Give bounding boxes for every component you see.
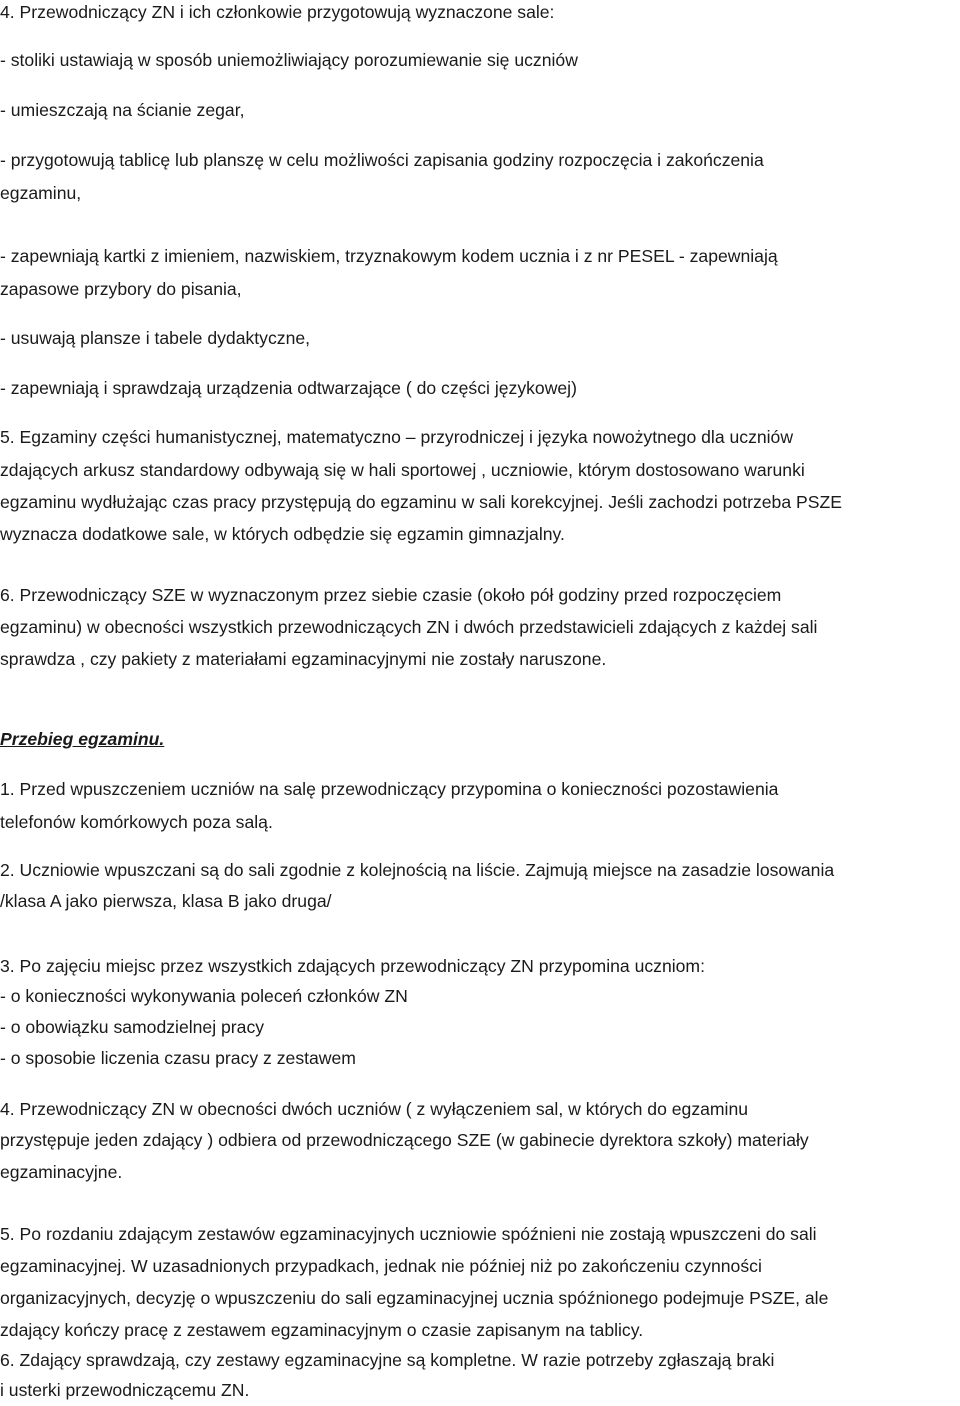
item-4-intro: 4. Przewodniczący ZN i ich członkowie przygotowują wyznaczone sale:	[0, 2, 555, 22]
course-item-2-line-1: 2. Uczniowie wpuszczani są do sali zgodnie z kolejnością na liście. Zajmują miejsce na zasadzie losowania	[0, 860, 835, 880]
prep-bullet-clock: - umieszczają na ścianie zegar,	[0, 100, 245, 120]
course-item-3-line-1: 3. Po zajęciu miejsc przez wszystkich zdających przewodniczący ZN przypomina uczniom:	[0, 956, 705, 976]
course-item-5-line-3: organizacyjnych, decyzję o wpuszczeniu do sali egzaminacyjnej ucznia spóźnionego podejmuje PSZE, ale	[0, 1288, 829, 1308]
item-6-line-2: egzaminu) w obecności wszystkich przewodniczących ZN i dwóch przedstawicieli zdających z każdej sali	[0, 617, 818, 637]
course-item-5-line-4: zdający kończy pracę z zestawem egzaminacyjnym o czasie zapisanym na tablicy.	[0, 1320, 644, 1340]
course-item-6-line-2: i usterki przewodniczącemu ZN.	[0, 1380, 250, 1400]
item-5-line-1: 5. Egzaminy części humanistycznej, matematyczno – przyrodniczej i języka nowożytnego dla uczniów	[0, 427, 794, 447]
course-item-2-line-2: /klasa A jako pierwsza, klasa B jako druga/	[0, 891, 332, 911]
course-item-6-line-1: 6. Zdający sprawdzają, czy zestawy egzaminacyjne są kompletne. W razie potrzeby zgłaszają braki	[0, 1350, 775, 1370]
prep-bullet-desks: - stoliki ustawiają w sposób uniemożliwiający porozumiewanie się uczniów	[0, 50, 578, 70]
item-5-line-3: egzaminu wydłużając czas pracy przystępują do egzaminu w sali korekcyjnej. Jeśli zachodzi potrzeba PSZE	[0, 492, 842, 512]
item-5-line-4: wyznacza dodatkowe sale, w których odbędzie się egzamin gimnazjalny.	[0, 524, 565, 544]
prep-bullet-cards-cont: zapasowe przybory do pisania,	[0, 279, 242, 299]
prep-bullet-remove-boards: - usuwają plansze i tabele dydaktyczne,	[0, 328, 311, 348]
course-item-5-line-2: egzaminacyjnej. W uzasadnionych przypadkach, jednak nie później niż po zakończeniu czynności	[0, 1256, 762, 1276]
prep-bullet-board-cont: egzaminu,	[0, 183, 82, 203]
prep-bullet-audio: - zapewniają i sprawdzają urządzenia odtwarzające ( do części językowej)	[0, 378, 577, 398]
course-item-3-line-2: - o konieczności wykonywania poleceń członków ZN	[0, 986, 408, 1006]
course-item-4-line-2: przystępuje jeden zdający ) odbiera od przewodniczącego SZE (w gabinecie dyrektora szkoły) materiały	[0, 1130, 809, 1150]
course-item-4-line-1: 4. Przewodniczący ZN w obecności dwóch uczniów ( z wyłączeniem sal, w których do egzaminu	[0, 1099, 749, 1119]
item-6-line-3: sprawdza , czy pakiety z materiałami egzaminacyjnymi nie zostały naruszone.	[0, 649, 607, 669]
course-item-3-line-4: - o sposobie liczenia czasu pracy z zestawem	[0, 1048, 356, 1068]
course-item-3-line-3: - o obowiązku samodzielnej pracy	[0, 1017, 265, 1037]
item-6-line-1: 6. Przewodniczący SZE w wyznaczonym przez siebie czasie (około pół godziny przed rozpoczęciem	[0, 585, 782, 605]
item-5-line-2: zdających arkusz standardowy odbywają się w hali sportowej , uczniowie, którym dostosowano warunki	[0, 460, 805, 480]
section-heading: Przebieg egzaminu.	[0, 729, 165, 749]
prep-bullet-board: - przygotowują tablicę lub planszę w celu możliwości zapisania godziny rozpoczęcia i zakończenia	[0, 150, 764, 170]
course-item-1-line-1: 1. Przed wpuszczeniem uczniów na salę przewodniczący przypomina o konieczności pozostawienia	[0, 779, 779, 799]
course-item-4-line-3: egzaminacyjne.	[0, 1162, 123, 1182]
course-item-1-line-2: telefonów komórkowych poza salą.	[0, 812, 273, 832]
course-item-5-line-1: 5. Po rozdaniu zdającym zestawów egzaminacyjnych uczniowie spóźnieni nie zostają wpuszczeni do sali	[0, 1224, 817, 1244]
prep-bullet-cards: - zapewniają kartki z imieniem, nazwiskiem, trzyznakowym kodem ucznia i z nr PESEL - zapewniają	[0, 246, 778, 266]
